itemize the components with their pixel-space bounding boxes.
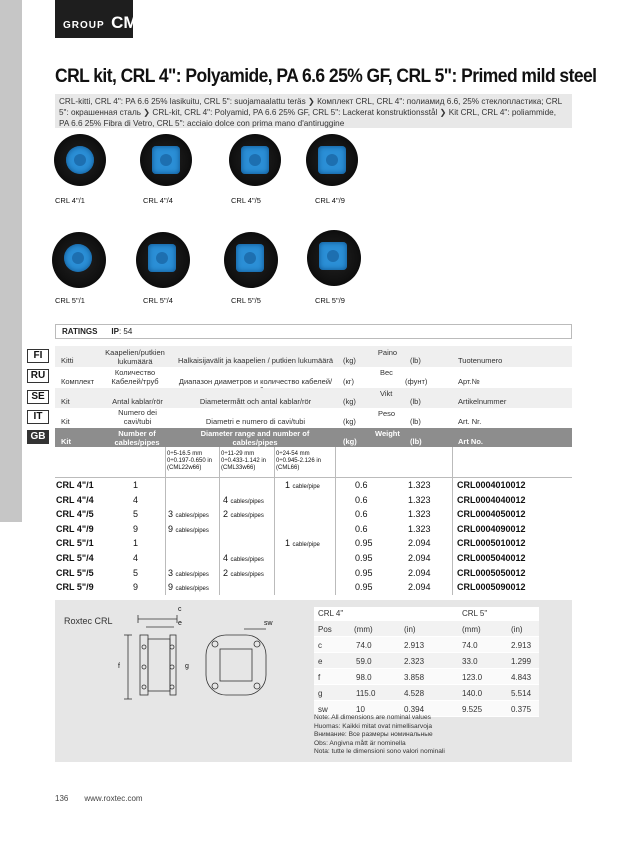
header-row-se [55, 388, 572, 408]
dim-cell: 2.323 [404, 657, 425, 666]
product-image-crl5-4 [136, 232, 190, 288]
weight-kg: 0.95 [355, 538, 373, 549]
header-row-gb [55, 428, 572, 447]
table-row [55, 493, 572, 507]
hdr-lb: (фунт) [405, 377, 428, 386]
range-module: (CML33w66) [221, 465, 256, 471]
range-mm: 0÷11-29 mm [221, 451, 255, 457]
product-image-crl4-5 [229, 134, 281, 186]
kit-name: CRL 5"/9 [56, 582, 94, 593]
dim-cell: 140.0 [462, 689, 483, 698]
weight-lb: 1.323 [408, 480, 431, 490]
ip-label: IP [111, 327, 119, 336]
weight-kg: 0.95 [355, 582, 373, 593]
header-row-fi [55, 346, 572, 367]
hdr-range: Diametri e numero di cavi/tubi [205, 417, 306, 426]
drawing-title: Roxtec CRL [64, 616, 113, 626]
page-subtitle: CRL-kitti, CRL 4": PA 6.6 25% lasikuitu, CRL 5": suojamaalattu teräs ❯ Комплект CRL, CRL 4": полиамид 6.6, 25% стеклопластика; CRL 5": окрашенная сталь ❯ CRL-kit, CRL 4": Polyamid, PA 6.6 25% GF, CRL 5": Lackerat konstruktionsstål ❯ Kit CRL, CRL 4": poliammide, PA 6.6 25% Fibra di Vetro, CRL 5": acciaio dolce con prima mano d'antiruggine [55, 94, 572, 128]
sidebar-strip [0, 0, 22, 522]
article-number: CRL0004010012 [457, 480, 526, 490]
weight-kg: 0.6 [355, 523, 368, 534]
cable-count: 5 [133, 567, 139, 578]
product-label: CRL 5"/5 [231, 296, 261, 305]
ip-value: : 54 [118, 327, 133, 336]
group-label: GROUP [63, 20, 105, 31]
hdr-cables: Number of cables/pipes [114, 429, 160, 447]
hdr-range: Halkaisijavälit ja kaapelien / putkien lukumäärä [177, 356, 334, 365]
dim-cell: 0.394 [404, 705, 425, 714]
lang-tab-fi: FI [27, 349, 49, 363]
dim-cell: 74.0 [462, 641, 478, 650]
hdr-weight: Vikt [380, 389, 393, 398]
article-number: CRL0004050012 [457, 509, 526, 520]
range-count [223, 568, 264, 578]
range-in: 0÷0.197-0.650 in [167, 458, 212, 464]
dim-cell: e [318, 657, 323, 666]
hdr-cables: Kaapelien/putkien lukumäärä [105, 348, 165, 366]
article-number: CRL0005010012 [457, 538, 526, 549]
range-count [168, 524, 209, 534]
dim-label-f: f [118, 663, 120, 670]
range-unit: cables/pipes [175, 571, 209, 578]
weight-lb: 2.094 [408, 538, 431, 549]
product-label: CRL 5"/9 [315, 296, 345, 305]
cable-count: 1 [133, 480, 139, 490]
dim-hdr-in: (in) [511, 625, 523, 634]
hdr-art: Art No. [458, 437, 483, 446]
article-number: CRL0004040012 [457, 494, 526, 505]
hdr-weight: Вес [380, 368, 393, 377]
note-line: Внимание: Все размеры номинальные [314, 731, 433, 738]
range-count [223, 495, 264, 505]
range-header-3 [276, 451, 321, 472]
hdr-kg: (кг) [343, 377, 355, 386]
hdr-range: Diametermått och antal kablar/rör [199, 397, 312, 406]
footer [55, 794, 159, 803]
product-label: CRL 4"/1 [55, 196, 85, 205]
note-line: Note: All dimensions are nominal values [314, 714, 431, 721]
product-image-crl5-9 [307, 230, 361, 286]
range-unit: cable/pipe [292, 484, 320, 490]
hdr-cables: Numero dei cavi/tubi [118, 408, 157, 426]
product-image-crl4-9 [306, 134, 358, 186]
kit-name: CRL 5"/1 [56, 538, 94, 549]
dim-cell: g [318, 689, 323, 698]
cable-count: 9 [133, 582, 139, 593]
table-row [55, 522, 572, 536]
hdr-kit: Kit [61, 417, 70, 426]
range-in: 0÷0.945-2.126 in [276, 458, 321, 464]
weight-kg: 0.6 [355, 509, 368, 520]
table-row [55, 566, 572, 580]
note-line: Huomas: Kaikki mitat ovat nimellisarvoja [314, 722, 432, 730]
dim-cell: 98.0 [356, 673, 372, 682]
hdr-kg: (kg) [343, 437, 357, 446]
range-count [168, 509, 209, 519]
dim-cell: 115.0 [356, 689, 376, 698]
weight-lb: 1.323 [408, 509, 431, 520]
dim-cell: 4.528 [404, 689, 425, 698]
range-unit: cables/pipes [175, 513, 209, 520]
article-number: CRL0005040012 [457, 553, 526, 563]
weight-kg: 0.6 [355, 480, 368, 490]
footer-url[interactable]: www.roxtec.com [84, 794, 143, 803]
hdr-kg: (kg) [343, 356, 356, 365]
weight-lb: 2.094 [408, 553, 431, 563]
dim-cell: 33.0 [462, 657, 478, 666]
technical-drawing [110, 605, 290, 705]
product-label: CRL 4"/4 [143, 196, 173, 205]
product-label: CRL 4"/9 [315, 196, 345, 205]
hdr-range: Diameter range and number of cables/pipes [200, 429, 310, 447]
hdr-kit: Kitti [61, 356, 74, 365]
lang-tab-ru: RU [27, 369, 49, 383]
dim-cell: c [318, 641, 322, 650]
dim-hdr-in: (in) [404, 625, 416, 634]
hdr-weight: Peso [378, 409, 396, 418]
table-row [55, 507, 572, 521]
header-row-it [55, 408, 572, 428]
dim-cell: 1.299 [511, 657, 532, 666]
ratings-label: RATINGS [62, 327, 98, 336]
hdr-art: Artikelnummer [458, 397, 507, 406]
hdr-kg: (kg) [343, 417, 356, 426]
hdr-cables: Количество Кабелей/труб [111, 368, 159, 386]
range-module: (CML22w66) [167, 465, 202, 471]
range-value: 2 [223, 567, 229, 578]
product-image-crl4-4 [140, 134, 192, 186]
hdr-range: Диапазон диаметров и количество кабелей/ [178, 377, 333, 386]
range-count [168, 582, 209, 592]
dim-row [314, 653, 539, 669]
notes [314, 714, 445, 757]
range-count [285, 480, 320, 490]
dim-hdr-mm: (mm) [354, 625, 373, 634]
product-image-crl4-1 [54, 134, 106, 186]
hdr-art: Tuotenumero [458, 356, 503, 365]
range-unit: cables/pipes [175, 527, 209, 534]
range-unit: cables/pipes [230, 513, 264, 520]
dim-cell: sw [318, 705, 328, 714]
dim-cell: 2.913 [404, 641, 425, 650]
range-value: 3 [168, 509, 174, 520]
cable-count: 4 [133, 494, 139, 505]
range-header-2 [221, 451, 266, 472]
weight-lb: 1.323 [408, 494, 431, 505]
cable-count: 4 [133, 553, 139, 563]
group-code: CM [111, 13, 138, 32]
cable-count: 1 [133, 538, 139, 549]
page-title: CRL kit, CRL 4": Polyamide, PA 6.6 25% GF, CRL 5": Primed mild steel [55, 66, 597, 87]
dim-cell: 123.0 [462, 673, 483, 682]
range-header-1 [167, 451, 212, 472]
range-count [285, 538, 320, 548]
kit-name: CRL 4"/9 [56, 523, 94, 534]
dim-row [314, 685, 539, 701]
weight-lb: 2.094 [408, 582, 431, 593]
hdr-art: Арт.№ [458, 377, 480, 386]
hdr-lb: (lb) [410, 356, 421, 365]
range-value: 1 [285, 538, 291, 549]
product-image-crl5-5 [224, 232, 278, 288]
note-line: Nota: tutte le dimensioni sono valori nominali [314, 748, 445, 755]
lang-tab-se: SE [27, 390, 49, 404]
dim-cell: 4.843 [511, 673, 532, 682]
product-label: CRL 5"/1 [55, 296, 85, 305]
range-value: 9 [168, 582, 174, 593]
dim-hdr-crl4: CRL 4" [318, 609, 344, 618]
kit-name: CRL 5"/5 [56, 567, 94, 578]
kit-name: CRL 5"/4 [56, 553, 94, 563]
product-image-crl5-1 [52, 232, 106, 288]
dim-cell: 9.525 [462, 705, 483, 714]
article-number: CRL0005050012 [457, 567, 526, 578]
weight-kg: 0.6 [355, 494, 368, 505]
weight-lb: 2.094 [408, 567, 431, 578]
product-label: CRL 5"/4 [143, 296, 173, 305]
cable-count: 9 [133, 523, 139, 534]
range-mm: 0÷24-54 mm [276, 451, 310, 457]
table-row [55, 536, 572, 550]
dim-hdr-pos: Pos [318, 625, 332, 634]
hdr-kg: (kg) [343, 397, 356, 406]
dim-cell: f [318, 673, 321, 682]
dim-hdr-crl5: CRL 5" [462, 609, 488, 618]
dim-label-e: e [178, 620, 182, 627]
hdr-weight: Weight [375, 429, 400, 438]
group-tab [55, 0, 138, 38]
range-value: 9 [168, 523, 174, 534]
article-number: CRL0004090012 [457, 523, 526, 534]
page-number: 136 [55, 794, 69, 803]
dim-cell: 3.858 [404, 673, 425, 682]
ratings-row [55, 324, 572, 339]
hdr-cables: Antal kablar/rör [112, 397, 163, 406]
kit-name: CRL 4"/5 [56, 509, 94, 520]
range-count [223, 553, 264, 563]
table-row [55, 478, 572, 492]
range-value: 4 [223, 494, 229, 505]
dim-label-c: c [178, 606, 182, 613]
range-count [223, 509, 264, 519]
note-line: Obs: Angivna mått är nominella [314, 739, 406, 747]
range-unit: cables/pipes [230, 571, 264, 578]
range-unit: cables/pipes [230, 498, 264, 505]
lang-tab-gb: GB [27, 430, 49, 444]
weight-kg: 0.95 [355, 567, 373, 578]
range-value: 4 [223, 553, 229, 563]
dim-header-row [314, 607, 539, 621]
hdr-weight: Paino [377, 348, 398, 357]
hdr-kit: Kit [61, 437, 71, 446]
range-mm: 0÷5-16.5 mm [167, 451, 203, 457]
range-value: 3 [168, 567, 174, 578]
dim-label-g: g [185, 663, 189, 670]
lang-tab-it: IT [27, 410, 49, 424]
cable-count: 5 [133, 509, 139, 520]
product-label: CRL 4"/5 [231, 196, 261, 205]
kit-name: CRL 4"/4 [56, 494, 94, 505]
range-unit: cables/pipes [230, 557, 264, 563]
dim-subheader-row [314, 621, 539, 637]
range-value: 1 [285, 480, 291, 490]
table-row [55, 580, 572, 594]
dim-row [314, 669, 539, 685]
hdr-art: Art. Nr. [458, 417, 482, 426]
hdr-lb: (lb) [410, 397, 421, 406]
weight-lb: 1.323 [408, 523, 431, 534]
range-module: (CML66) [276, 465, 300, 471]
dim-cell: 2.913 [511, 641, 532, 650]
dim-cell: 59.0 [356, 657, 372, 666]
kit-name: CRL 4"/1 [56, 480, 94, 490]
hdr-lb: (lb) [410, 437, 422, 446]
table-row [55, 551, 572, 565]
range-count [168, 568, 209, 578]
header-row-ru [55, 367, 572, 388]
dim-cell: 74.0 [356, 641, 372, 650]
dimension-table [314, 607, 539, 717]
article-number: CRL0005090012 [457, 582, 526, 593]
dim-label-sw: sw [264, 620, 273, 627]
dim-hdr-mm: (mm) [462, 625, 481, 634]
dim-cell: 0.375 [511, 705, 532, 714]
dim-cell: 10 [356, 705, 365, 714]
dim-row [314, 637, 539, 653]
weight-kg: 0.95 [355, 553, 373, 563]
hdr-kit: Комплект [61, 377, 95, 386]
hdr-kit: Kit [61, 397, 70, 406]
dim-cell: 5.514 [511, 689, 532, 698]
range-unit: cables/pipes [175, 586, 209, 593]
hdr-lb: (lb) [410, 417, 421, 426]
range-value: 2 [223, 509, 229, 520]
range-unit: cable/pipe [292, 542, 320, 549]
range-in: 0÷0.433-1.142 in [221, 458, 266, 464]
